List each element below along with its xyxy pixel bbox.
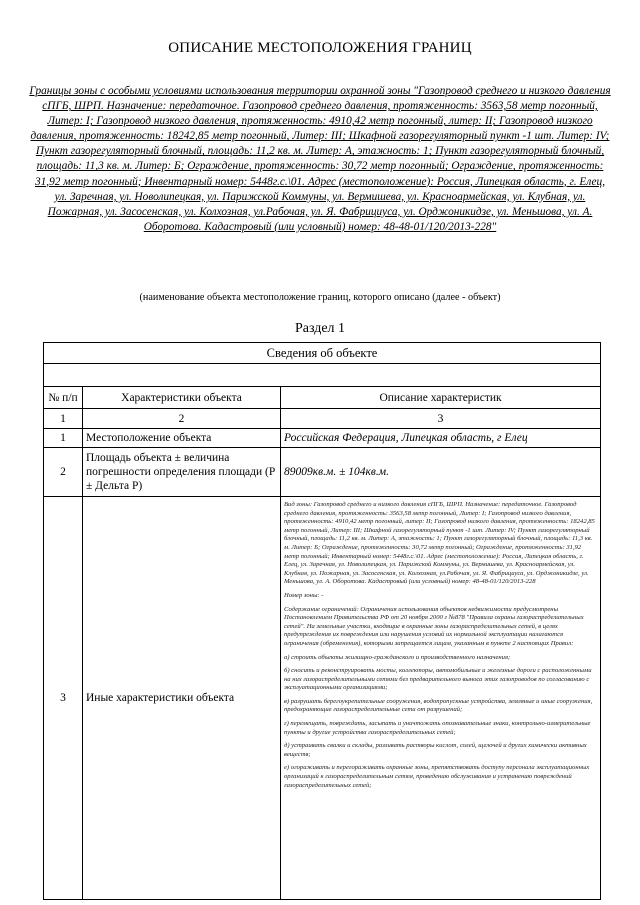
description-paragraph: а) строить объекты жилищно-гражданского и производственного назначения; <box>284 653 511 661</box>
empty-cell <box>44 364 601 387</box>
description-paragraph: е) огораживать и перегораживать охранные зоны, препятствовать доступу персонала эксплуатационных организаций к газораспределительным сетям, проведению обслуживания и устранению повреждений газораспределительных сетей; <box>284 764 590 789</box>
col-index-description: 3 <box>281 409 601 429</box>
table-empty-row <box>44 364 601 387</box>
col-header-num: № п/п <box>44 387 83 409</box>
description-paragraph: г) перемещать, повреждать, засыпать и уничтожать опознавательные знаки, контрольно-измерительные пункты и другие устройства газораспределительных сетей; <box>284 720 591 736</box>
row-description <box>281 497 601 900</box>
description-paragraph: б) сносить и реконструировать мосты, коллекторы, автомобильные и железные дороги с расположенными на них газораспределительными сетями без предварительного выноса этих газопроводов по согласованию с эксплуатационными организациями; <box>284 667 592 692</box>
row-num: 2 <box>44 448 83 497</box>
column-index-row <box>44 409 601 429</box>
col-header-description: Описание характеристик <box>281 387 601 409</box>
table-row <box>44 429 601 448</box>
table-header-row <box>44 343 601 364</box>
description-paragraph: Содержание ограничений: Ограничения использования объектов недвижимости предусмотрены Постановлением Правительства РФ от 20 ноября 2000 г №878 "Правила охраны газораспределительных сетей". На земельные участки, входящие в охранные зоны газораспределительных сетей, в целях предупреждения их повреждения или нарушения условий их нормальной эксплуатации налагаются ограничения (обременения), которыми запрещается лицам, указанным в пункте 2 настоящих Правил: <box>284 605 584 647</box>
document-title: ОПИСАНИЕ МЕСТОПОЛОЖЕНИЯ ГРАНИЦ <box>168 40 472 56</box>
row-value: 89009кв.м. ± 104кв.м. <box>281 448 601 497</box>
description-paragraph: Номер зоны: - <box>284 591 324 599</box>
section-title: Раздел 1 <box>294 321 346 336</box>
row-label: Площадь объекта ± величина погрешности определения площади (Р ± Дельта Р) <box>83 448 281 497</box>
row-num: 1 <box>44 429 83 448</box>
description-paragraph: Вид зоны: Газопровод среднего и низкого давления сПГБ, ШРП. Назначение: передаточное. Газопровод среднего давления, протяженность: 3563,58 метр погонный, Литер: I; Газопровод низкого давления, протяженность: 4910,42 метр погонный, литер: II; Газопровод низкого давления, протяженность: 18242,85 метр погонный, Литер: III; Шкафной газорегуляторный пункт -1 шт. Литер: IV; Пункт газорегуляторный блочный, площадь: 11,2 кв. м. Литер: А, этажность: 1; Пункт газорегуляторный блочный, площадь: 11,3 кв. м. Литер: Б; Ограждение, протяженность: 30,72 метр погонный; Ограждение, протяженность: 31,92 метр погонный; Инвентарный номер: 5448г.с.\01. Адрес (местоположение): Россия, Липецкая область, г. Елец, ул. Заречная, ул. Новолипецкая, ул. Парижской Коммуны, ул. Вермишева, ул. Красноармейская, ул. Клубная, ул. Пожарная, ул. Засосенская, ул. Колхозная, ул.Рабочая, ул. Я. Фабрициуса, ул. Орджоникидзе, ул. Меньшова, ул. А. Оборотова. Кадастровый (или условный) номер: 48-48-01/120/2013-228 <box>284 501 595 586</box>
row-label: Местоположение объекта <box>83 429 281 448</box>
table-row <box>44 448 601 497</box>
object-info-table <box>43 342 601 900</box>
table-header: Сведения об объекте <box>44 343 601 364</box>
row-value: Российская Федерация, Липецкая область, г Елец <box>281 429 601 448</box>
object-caption: (наименование объекта местоположение границ, которого описано (далее - объект) <box>139 292 501 303</box>
table-row <box>44 497 601 900</box>
boundaries-description: Границы зоны с особыми условиями использования территории охранной зоны "Газопровод среднего и низкого давления сПГБ, ШРП. Назначение: передаточное. Газопровод среднего давления, протяженность: 3563,58 метр погонный, Литер: I; Газопровод низкого давления, протяженность: 4910,42 метр погонный, литер: II; Газопровод низкого давления, протяженность: 18242,85 метр погонный, Литер: III; Шкафной газорегуляторный пункт -1 шт. Литер: IV; Пункт газорегуляторный блочный, площадь: 11,2 кв. м. Литер: А, этажность: 1; Пункт газорегуляторный блочный, площадь: 11,3 кв. м. Литер: Б; Ограждение, протяженность: 30,72 метр погонный; Ограждение, протяженность: 31,92 метр погонный; Инвентарный номер: 5448г.с.\01. Адрес (местоположение): Россия, Липецкая область, г. Елец, ул. Заречная, ул. Новолипецкая, ул. Парижской Коммуны, ул. Вермишева, ул. Красноармейская, ул. Клубная, ул. Пожарная, ул. Засосенская, ул. Колхозная, ул.Рабочая, ул. Я. Фабрициуса, ул. Орджоникидзе, ул. Меньшова, ул. А. Оборотова. Кадастровый (или условный) номер: 48-48-01/120/2013-228" <box>29 85 611 233</box>
row-label: Иные характеристики объекта <box>83 497 281 900</box>
description-paragraph: в) разрушать берегоукрепительные сооружения, водопропускные устройства, земляные и иные сооружения, предохраняющие газораспределительные сети от разрушений; <box>284 697 593 714</box>
row-num: 3 <box>44 497 83 900</box>
column-headers-row <box>44 387 601 409</box>
col-index-characteristics: 2 <box>83 409 281 429</box>
col-index-num: 1 <box>44 409 83 429</box>
col-header-characteristics: Характеристики объекта <box>83 387 281 409</box>
description-paragraph: д) устраивать свалки и склады, разливать растворы кислот, солей, щелочей и других химически активных веществ; <box>284 742 587 758</box>
